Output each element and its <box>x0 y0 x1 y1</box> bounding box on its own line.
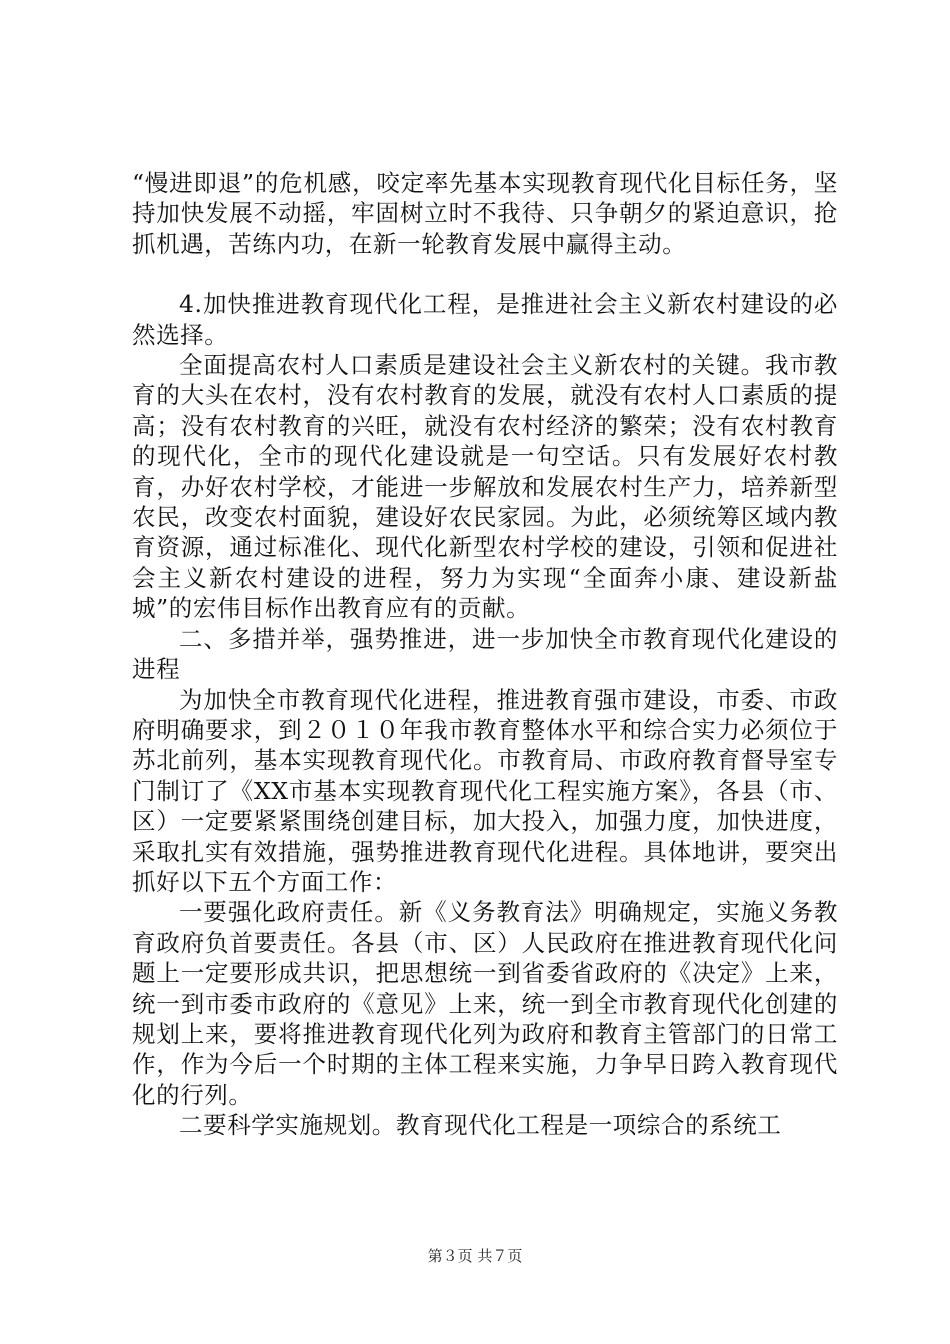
document-body <box>132 168 838 1141</box>
paragraph-2-heading: 4.加快推进教育现代化工程，是推进社会主义新农村建设的必然选择。 <box>132 290 838 349</box>
page-number-label: 第３页 共７页 <box>427 1247 523 1265</box>
paragraph-3: 全面提高农村人口素质是建设社会主义新农村的关键。我市教育的大头在农村，没有农村教育的发展，就没有农村人口素质的提高；没有农村教育的兴旺，就没有农村经济的繁荣；没有农村教育的现代化，全市的现代化建设就是一句空话。只有发展好农村教育，办好农村学校，才能进一步解放和发展农村生产力，培养新型农民，改变农村面貌，建设好农民家园。为此，必须统筹区域内教育资源，通过标准化、现代化新型农村学校的建设，引领和促进社会主义新农村建设的进程，努力为实现“全面奔小康、建设新盐城”的宏伟目标作出教育应有的贡献。 <box>132 351 838 623</box>
paragraph-6: 一要强化政府责任。新《义务教育法》明确规定，实施义务教育政府负首要责任。各县（市、区）人民政府在推进教育现代化问题上一定要形成共识，把思想统一到省委省政府的《决定》上来，统一到市委市政府的《意见》上来，统一到全市教育现代化创建的规划上来，要将推进教育现代化列为政府和教育主管部门的日常工作，作为今后一个时期的主体工程来实施，力争早日跨入教育现代化的行列。 <box>132 898 838 1109</box>
paragraph-1: “慢进即退”的危机感，咬定率先基本实现教育现代化目标任务，坚持加快发展不动摇，牢固树立时不我待、只争朝夕的紧迫意识，抢抓机遇，苦练内功，在新一轮教育发展中赢得主动。 <box>132 169 838 258</box>
paragraph-5: 为加快全市教育现代化进程，推进教育强市建设，市委、市政府明确要求，到２０１０年我市教育整体水平和综合实力必须位于苏北前列，基本实现教育现代化。市教育局、市政府教育督导室专门制订了《XX市基本实现教育现代化工程实施方案》，各县（市、区）一定要紧紧围绕创建目标，加大投入，加强力度，加快进度，采取扎实有效措施，强势推进教育现代化进程。具体地讲，要突出抓好以下五个方面工作： <box>132 685 838 896</box>
page-footer <box>0 1246 950 1266</box>
section-heading-2: 二、多措并举，强势推进，进一步加快全市教育现代化建设的进程 <box>132 624 838 684</box>
paragraph-7: 二要科学实施规划。教育现代化工程是一项综合的系统工 <box>179 1111 782 1140</box>
paragraph-gap <box>132 259 838 289</box>
